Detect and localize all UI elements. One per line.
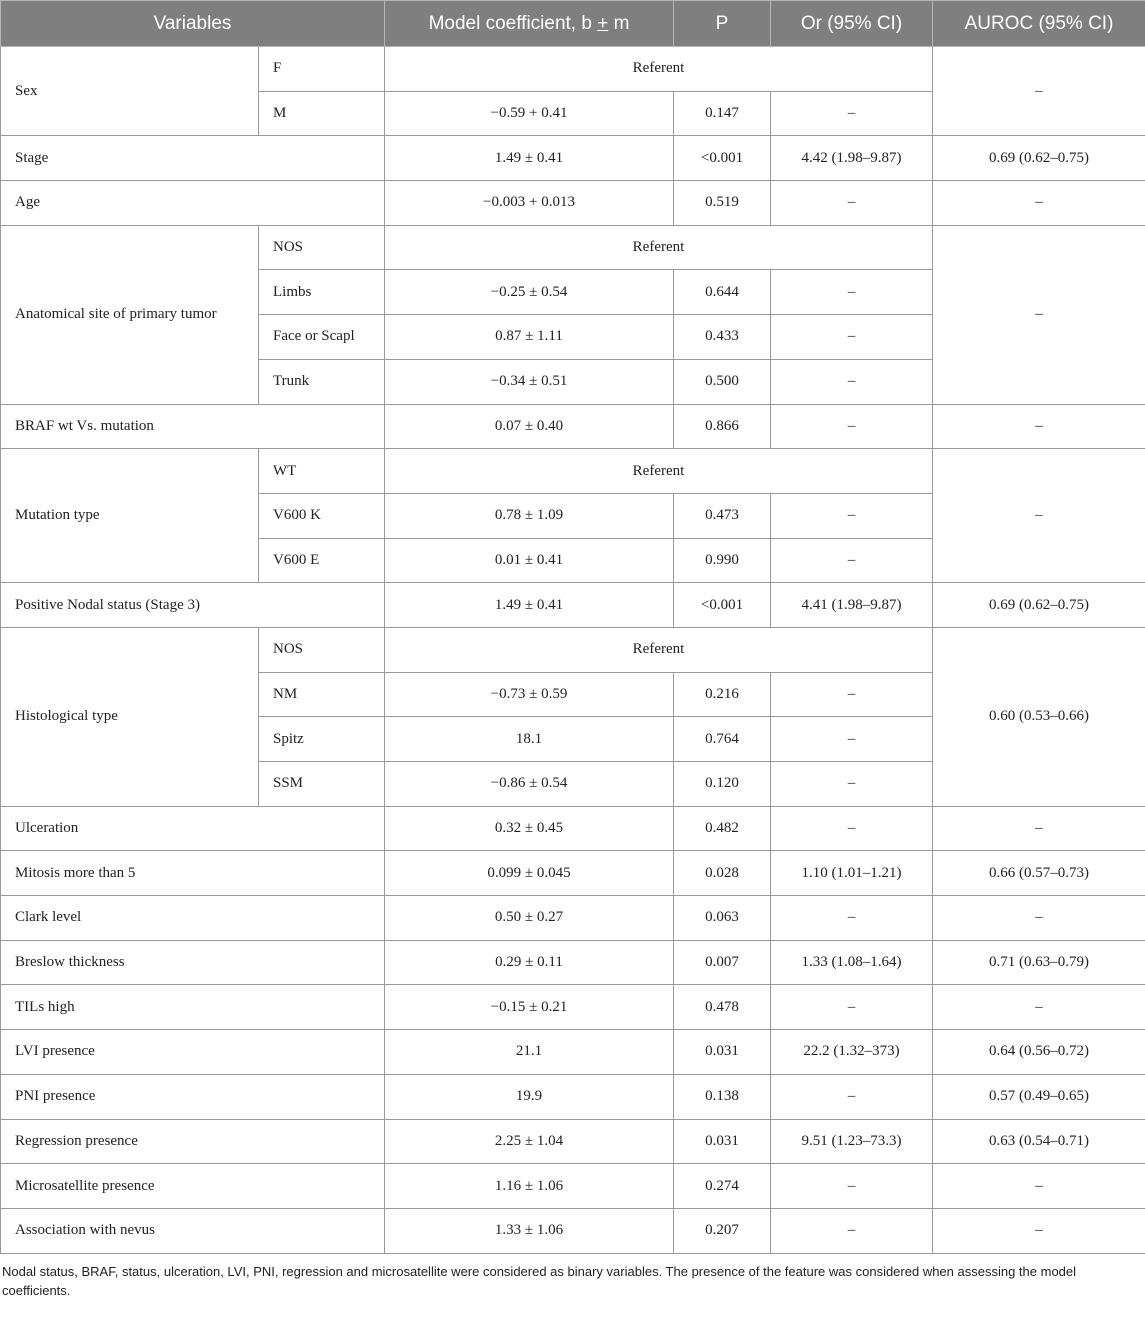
coef-cell: 0.07 ± 0.40	[385, 404, 674, 449]
auroc-cell: –	[933, 896, 1145, 941]
sub-label: V600 E	[259, 538, 385, 583]
p-cell: <0.001	[674, 136, 771, 181]
or-cell: –	[771, 762, 933, 807]
coef-cell: 0.87 ± 1.11	[385, 315, 674, 360]
table-row	[1, 851, 1145, 896]
p-cell: 0.482	[674, 806, 771, 851]
coef-cell: 21.1	[385, 1030, 674, 1075]
or-cell: –	[771, 270, 933, 315]
coef-cell: 0.78 ± 1.09	[385, 493, 674, 538]
or-cell: 1.10 (1.01–1.21)	[771, 851, 933, 896]
p-cell: 0.473	[674, 493, 771, 538]
coef-cell: −0.25 ± 0.54	[385, 270, 674, 315]
auroc-cell: –	[933, 225, 1145, 404]
sub-label: Trunk	[259, 359, 385, 404]
p-cell: 0.990	[674, 538, 771, 583]
auroc-cell: –	[933, 404, 1145, 449]
table-row	[1, 985, 1145, 1030]
row-label-sex: Sex	[1, 47, 259, 136]
row-label-anatomical-site: Anatomical site of primary tumor	[1, 225, 259, 404]
or-cell: 4.41 (1.98–9.87)	[771, 583, 933, 628]
row-label-breslow: Breslow thickness	[1, 940, 385, 985]
table-body	[1, 47, 1145, 1254]
row-label-mitosis: Mitosis more than 5	[1, 851, 385, 896]
auroc-cell: 0.64 (0.56–0.72)	[933, 1030, 1145, 1075]
auroc-cell: –	[933, 806, 1145, 851]
or-cell: –	[771, 493, 933, 538]
header-or: Or (95% CI)	[771, 1, 933, 47]
auroc-cell: 0.69 (0.62–0.75)	[933, 583, 1145, 628]
or-cell: 22.2 (1.32–373)	[771, 1030, 933, 1075]
sub-label: NOS	[259, 627, 385, 672]
auroc-cell: 0.71 (0.63–0.79)	[933, 940, 1145, 985]
coef-cell: 1.33 ± 1.06	[385, 1208, 674, 1253]
auroc-cell: 0.69 (0.62–0.75)	[933, 136, 1145, 181]
table-row	[1, 583, 1145, 628]
referent-cell: Referent	[385, 47, 933, 92]
table-row	[1, 1119, 1145, 1164]
auroc-cell: 0.63 (0.54–0.71)	[933, 1119, 1145, 1164]
coef-cell: −0.73 ± 0.59	[385, 672, 674, 717]
sub-label: F	[259, 47, 385, 92]
coef-cell: −0.003 + 0.013	[385, 181, 674, 226]
p-cell: 0.138	[674, 1074, 771, 1119]
or-cell: –	[771, 315, 933, 360]
sub-label: WT	[259, 449, 385, 494]
table-row	[1, 1208, 1145, 1253]
sub-label: M	[259, 91, 385, 136]
p-cell: 0.031	[674, 1119, 771, 1164]
row-label-lvi: LVI presence	[1, 1030, 385, 1075]
p-cell: 0.120	[674, 762, 771, 807]
p-cell: 0.500	[674, 359, 771, 404]
or-cell: –	[771, 985, 933, 1030]
table-row	[1, 1074, 1145, 1119]
or-cell: –	[771, 359, 933, 404]
table-row	[1, 1164, 1145, 1209]
row-label-mutation-type: Mutation type	[1, 449, 259, 583]
p-cell: 0.063	[674, 896, 771, 941]
sub-label: Spitz	[259, 717, 385, 762]
row-label-regression: Regression presence	[1, 1119, 385, 1164]
p-cell: 0.433	[674, 315, 771, 360]
header-variables: Variables	[1, 1, 385, 47]
or-cell: 9.51 (1.23–73.3)	[771, 1119, 933, 1164]
or-cell: –	[771, 538, 933, 583]
auroc-cell: 0.66 (0.57–0.73)	[933, 851, 1145, 896]
coef-cell: 0.099 ± 0.045	[385, 851, 674, 896]
table-footnote: Nodal status, BRAF, status, ulceration, LVI, PNI, regression and microsatellite were considered as binary variables. The presence of the feature was considered when assessing the model coefficients.	[2, 1263, 1077, 1298]
table-row	[1, 806, 1145, 851]
table-row	[1, 136, 1145, 181]
referent-cell: Referent	[385, 627, 933, 672]
or-cell: 1.33 (1.08–1.64)	[771, 940, 933, 985]
or-cell: –	[771, 1164, 933, 1209]
or-cell: –	[771, 181, 933, 226]
header-model-coefficient: Model coefficient, b + m	[385, 1, 674, 47]
row-label-age: Age	[1, 181, 385, 226]
auroc-cell: –	[933, 47, 1145, 136]
or-cell: –	[771, 896, 933, 941]
coef-cell: 19.9	[385, 1074, 674, 1119]
or-cell: –	[771, 1208, 933, 1253]
p-cell: 0.478	[674, 985, 771, 1030]
header-auroc: AUROC (95% CI)	[933, 1, 1145, 47]
sub-label: NM	[259, 672, 385, 717]
table-row	[1, 47, 1145, 92]
coef-cell: 0.50 ± 0.27	[385, 896, 674, 941]
row-label-microsatellite: Microsatellite presence	[1, 1164, 385, 1209]
p-cell: 0.644	[674, 270, 771, 315]
or-cell: –	[771, 806, 933, 851]
table-row	[1, 404, 1145, 449]
p-cell: 0.519	[674, 181, 771, 226]
sub-label: Face or Scapl	[259, 315, 385, 360]
p-cell: 0.147	[674, 91, 771, 136]
auroc-cell: –	[933, 449, 1145, 583]
table-row	[1, 1030, 1145, 1075]
coef-cell: 1.49 ± 0.41	[385, 583, 674, 628]
p-cell: 0.274	[674, 1164, 771, 1209]
row-label-nodal-status: Positive Nodal status (Stage 3)	[1, 583, 385, 628]
row-label-clark-level: Clark level	[1, 896, 385, 941]
row-label-tils: TILs high	[1, 985, 385, 1030]
auroc-cell: 0.60 (0.53–0.66)	[933, 627, 1145, 806]
row-label-ulceration: Ulceration	[1, 806, 385, 851]
table-row	[1, 940, 1145, 985]
row-label-braf: BRAF wt Vs. mutation	[1, 404, 385, 449]
or-cell: 4.42 (1.98–9.87)	[771, 136, 933, 181]
coef-cell: 0.01 ± 0.41	[385, 538, 674, 583]
p-cell: 0.866	[674, 404, 771, 449]
referent-cell: Referent	[385, 225, 933, 270]
coef-cell: −0.34 ± 0.51	[385, 359, 674, 404]
coef-cell: −0.59 + 0.41	[385, 91, 674, 136]
auroc-cell: –	[933, 1164, 1145, 1209]
sub-label: NOS	[259, 225, 385, 270]
coef-cell: 1.49 ± 0.41	[385, 136, 674, 181]
or-cell: –	[771, 672, 933, 717]
row-label-pni: PNI presence	[1, 1074, 385, 1119]
table-row	[1, 896, 1145, 941]
coef-cell: 2.25 ± 1.04	[385, 1119, 674, 1164]
p-cell: <0.001	[674, 583, 771, 628]
auroc-cell: –	[933, 1208, 1145, 1253]
row-label-nevus: Association with nevus	[1, 1208, 385, 1253]
coef-cell: 18.1	[385, 717, 674, 762]
referent-cell: Referent	[385, 449, 933, 494]
row-label-histological-type: Histological type	[1, 627, 259, 806]
table-row	[1, 449, 1145, 494]
coef-cell: 0.29 ± 0.11	[385, 940, 674, 985]
coef-cell: 0.32 ± 0.45	[385, 806, 674, 851]
p-cell: 0.216	[674, 672, 771, 717]
p-cell: 0.031	[674, 1030, 771, 1075]
p-cell: 0.028	[674, 851, 771, 896]
coef-cell: −0.15 ± 0.21	[385, 985, 674, 1030]
auroc-cell: 0.57 (0.49–0.65)	[933, 1074, 1145, 1119]
or-cell: –	[771, 1074, 933, 1119]
table-row	[1, 225, 1145, 270]
table-row	[1, 181, 1145, 226]
auroc-cell: –	[933, 181, 1145, 226]
or-cell: –	[771, 717, 933, 762]
coef-cell: 1.16 ± 1.06	[385, 1164, 674, 1209]
or-cell: –	[771, 404, 933, 449]
p-cell: 0.207	[674, 1208, 771, 1253]
sub-label: SSM	[259, 762, 385, 807]
p-cell: 0.007	[674, 940, 771, 985]
auroc-cell: –	[933, 985, 1145, 1030]
table-row	[1, 627, 1145, 672]
sub-label: V600 K	[259, 493, 385, 538]
sub-label: Limbs	[259, 270, 385, 315]
row-label-stage: Stage	[1, 136, 385, 181]
p-cell: 0.764	[674, 717, 771, 762]
table-header	[1, 1, 1145, 47]
header-p: P	[674, 1, 771, 47]
coef-cell: −0.86 ± 0.54	[385, 762, 674, 807]
or-cell: –	[771, 91, 933, 136]
